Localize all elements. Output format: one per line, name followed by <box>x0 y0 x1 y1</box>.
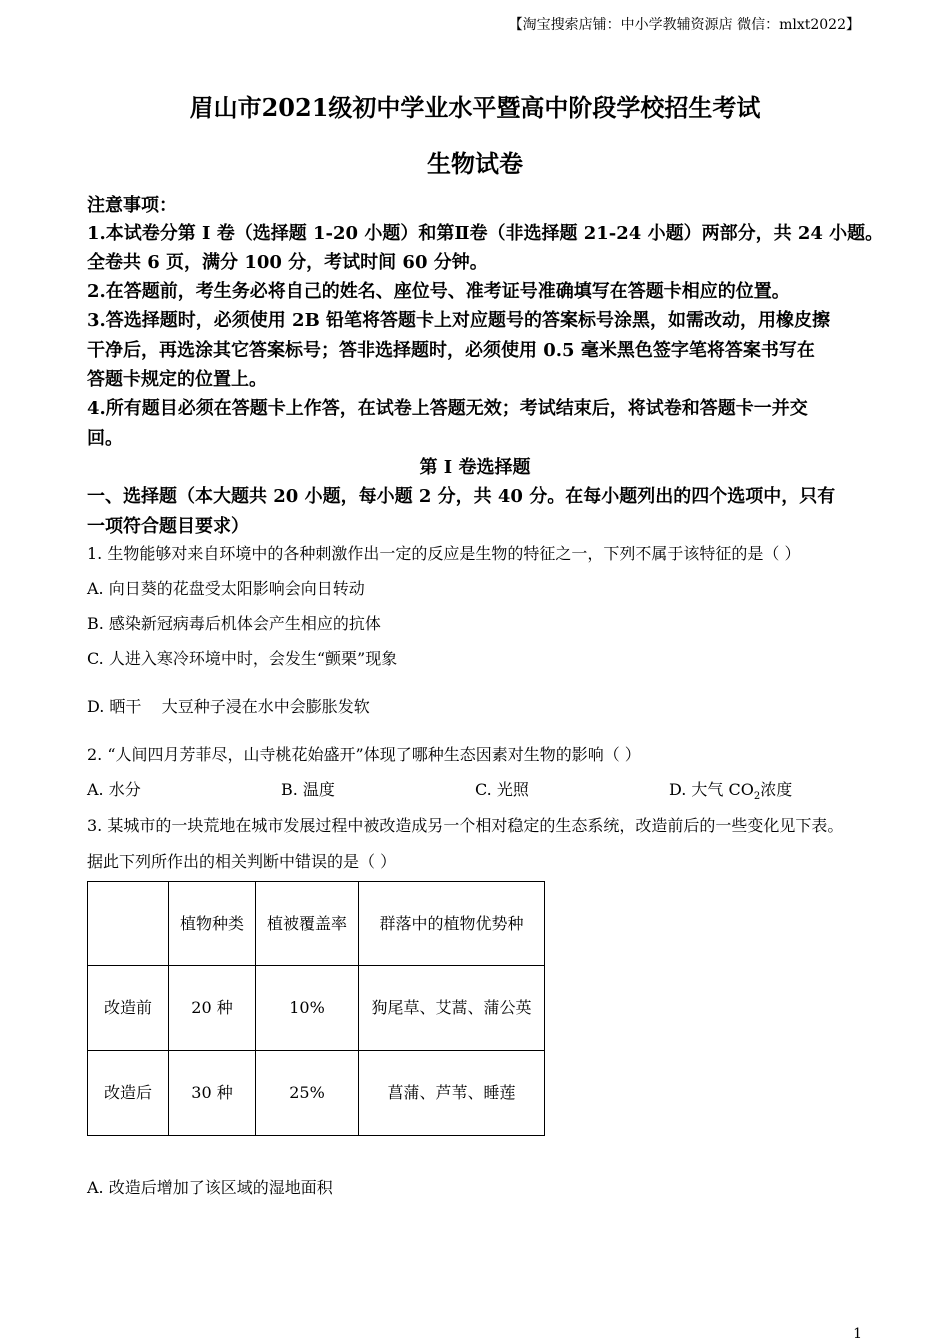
table-cell: 10% <box>256 966 359 1051</box>
table-cell: 群落中的植物优势种 <box>359 882 545 966</box>
notice-line: 回。 <box>87 428 123 449</box>
notice-line: 4.所有题目必须在答题卡上作答，在试卷上答题无效；考试结束后，将试卷和答题卡一并交 <box>87 398 808 419</box>
q2-option-a: A. 水分 <box>87 780 141 799</box>
q3-option-a: A. 改造后增加了该区域的湿地面积 <box>87 1178 333 1197</box>
exam-subject-title: 生物试卷 <box>427 149 523 178</box>
q1-option-b: B. 感染新冠病毒后机体会产生相应的抗体 <box>87 614 381 633</box>
q1-option-d: D. 晒干 大豆种子浸在水中会膨胀发软 <box>87 697 370 716</box>
table-cell: 30 种 <box>169 1051 256 1136</box>
table-cell: 改造前 <box>88 966 169 1051</box>
table-cell: 20 种 <box>169 966 256 1051</box>
q1-option-c: C. 人进入寒冷环境中时，会发生“颤栗”现象 <box>87 649 398 668</box>
q2-stem: 2. “人间四月芳菲尽，山寺桃花始盛开”体现了哪种生态因素对生物的影响（ ） <box>87 745 641 764</box>
header-note: 【淘宝搜索店铺：中小学教辅资源店 微信：mlxt2022】 <box>508 17 860 33</box>
table-cell: 植被覆盖率 <box>256 882 359 966</box>
q2-option-c: C. 光照 <box>475 780 529 799</box>
section1-heading: 一、选择题（本大题共 20 小题，每小题 2 分，共 40 分。在每小题列出的四个选项中，只有 <box>87 486 836 507</box>
table-cell: 改造后 <box>88 1051 169 1136</box>
q3-stem: 3. 某城市的一块荒地在城市发展过程中被改造成另一个相对稳定的生态系统，改造前后的一些变化见下表。 <box>87 816 844 835</box>
q3-data-table <box>87 881 545 1136</box>
page-number: 1 <box>853 1326 862 1342</box>
notice-line: 1.本试卷分第 I 卷（选择题 1-20 小题）和第Ⅱ卷（非选择题 21-24 小题）两部分，共 24 小题。 <box>87 223 884 244</box>
notice-line: 3.答选择题时，必须使用 2B 铅笔将答题卡上对应题号的答案标号涂黑，如需改动，用橡皮擦 <box>87 310 831 331</box>
q1-option-a: A. 向日葵的花盘受太阳影响会向日转动 <box>87 579 365 598</box>
table-cell: 狗尾草、艾蒿、蒲公英 <box>359 966 545 1051</box>
part1-title: 第 I 卷选择题 <box>419 457 531 478</box>
section1-heading-cont: 一项符合题目要求） <box>87 516 249 537</box>
table-header-row <box>88 882 545 966</box>
table-cell: 植物种类 <box>169 882 256 966</box>
table-row <box>88 966 545 1051</box>
table-cell: 菖蒲、芦苇、睡莲 <box>359 1051 545 1136</box>
notice-heading: 注意事项： <box>87 195 177 216</box>
table-row <box>88 1051 545 1136</box>
table-cell: 25% <box>256 1051 359 1136</box>
notice-line: 干净后，再选涂其它答案标号；答非选择题时，必须使用 0.5 毫米黑色签字笔将答案书写在 <box>87 340 815 361</box>
q3-stem-cont: 据此下列所作出的相关判断中错误的是（ ） <box>87 852 397 871</box>
notice-line: 全卷共 6 页，满分 100 分，考试时间 60 分钟。 <box>87 252 488 273</box>
table-cell <box>88 882 169 966</box>
exam-title: 眉山市2021级初中学业水平暨高中阶段学校招生考试 <box>189 93 761 122</box>
q2-option-b: B. 温度 <box>281 780 335 799</box>
notice-line: 2.在答题前，考生务必将自己的姓名、座位号、准考证号准确填写在答题卡相应的位置。 <box>87 281 790 302</box>
q1-stem: 1. 生物能够对来自环境中的各种刺激作出一定的反应是生物的特征之一，下列不属于该特征的是（ ） <box>87 544 801 563</box>
q2-option-d: D. 大气 $CO_2$浓度 <box>669 780 793 803</box>
notice-line: 答题卡规定的位置上。 <box>87 369 267 390</box>
